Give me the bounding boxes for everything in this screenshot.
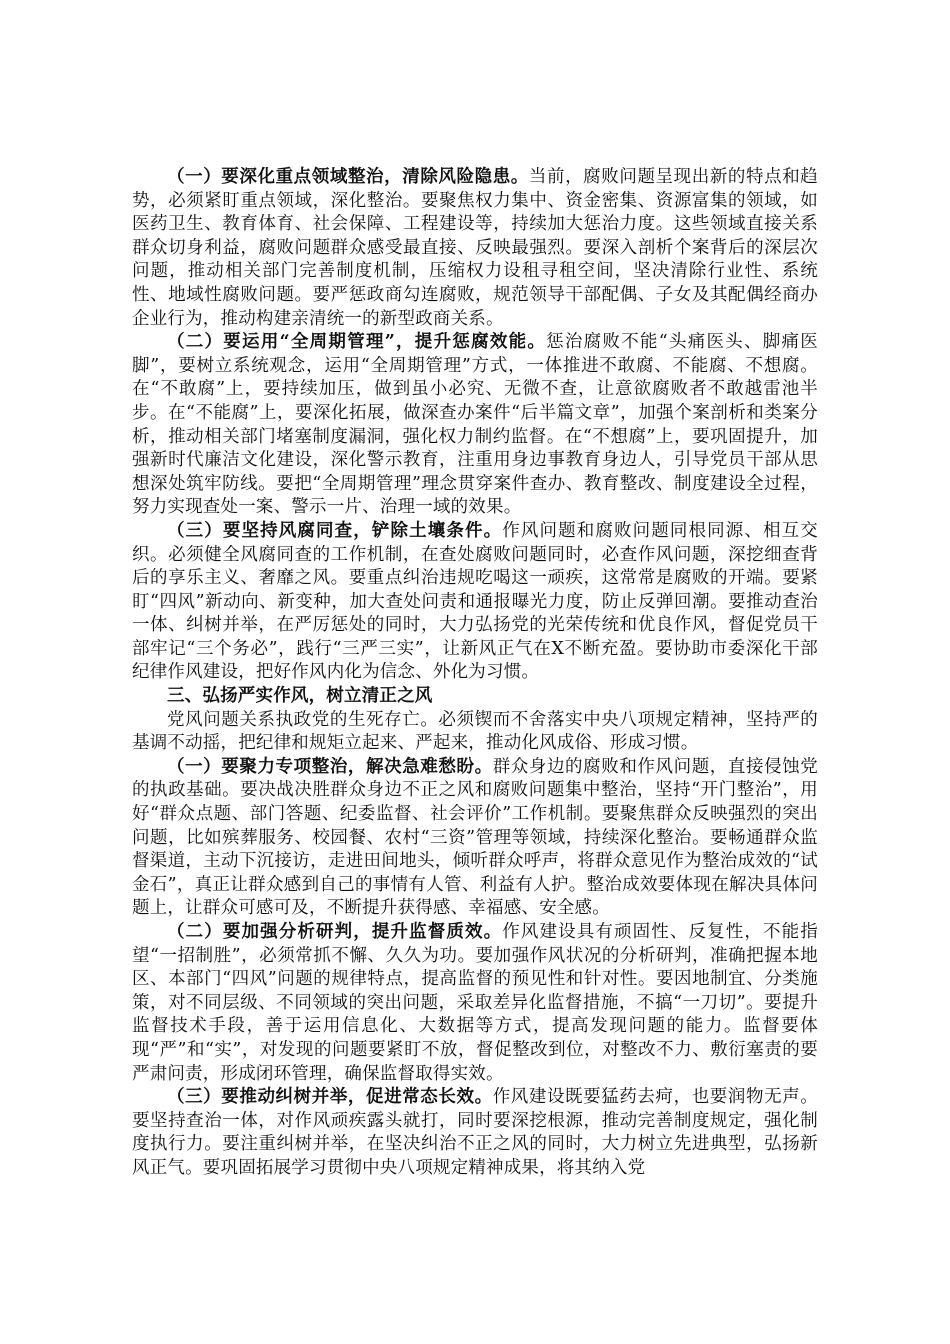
section-intro: 党风问题关系执政党的生死存亡。必须锲而不舍落实中央八项规定精神，坚持严的基调不动摇，把纪律和规矩立起来、严起来，推动化风成俗、形成习惯。 <box>132 709 818 754</box>
paragraph-full-cycle-management <box>132 331 818 520</box>
paragraph-lead: （二）要运用“全周期管理”，提升惩腐效能。 <box>167 332 547 353</box>
paragraph-analysis-supervision <box>132 921 818 1086</box>
paragraph-lead: （三）要坚持风腐同查，铲除土壤条件。 <box>167 520 503 541</box>
paragraph-correct-and-establish <box>132 1086 818 1180</box>
paragraph-joint-investigation <box>132 520 818 685</box>
paragraph-lead: （一）要深化重点领域整治，清除风险隐患。 <box>167 167 529 187</box>
paragraph-body: 作风问题和腐败问题同根同源、相互交织。必须健全风腐同查的工作机制，在查处腐败问题同时，必查作风问题，深挖细查背后的享乐主义、奢靡之风。要重点纠治违规吃喝这一顽疾，这常常是腐败的开端。要紧盯“四风”新动向、新变种，加大查处问责和通报曝光力度，防止反弹回潮。要推动查治一体、纠树并举，在严厉惩处的同时，大力弘扬党的光荣传统和优良作风，督促党员干部牢记“三个务必”，践行“三严三实”，让新风正气在X不断充盈。要协助市委深化干部纪律作风建设，把好作风内化为信念、外化为习惯。 <box>132 520 818 683</box>
paragraph-deepen-rectification <box>132 166 818 331</box>
paragraph-body: 惩治腐败不能“头痛医头、脚痛医脚”，要树立系统观念，运用“全周期管理”方式，一体推进不敢腐、不能腐、不想腐。在“不敢腐”上，要持续加压，做到虽小必究、无微不查，让意欲腐败者不敢越雷池半步。在“不能腐”上，要深化拓展，做深查办案件“后半篇文章”，加强个案剖析和类案分析，推动相关部门堵塞制度漏洞，强化权力制约监督。在“不想腐”上，要巩固提升，加强新时代廉洁文化建设，深化警示教育，注重用身边事教育身边人，引导党员干部从思想深处筑牢防线。要把“全周期管理”理念贯穿案件查办、教育整改、制度建设全过程，努力实现查处一案、警示一片、治理一域的效果。 <box>132 332 818 518</box>
section-heading: 三、弘扬严实作风，树立清正之风 <box>167 686 433 707</box>
paragraph-lead: （三）要推动纠树并举，促进常态长效。 <box>167 1087 493 1108</box>
paragraph-lead: （一）要聚力专项整治，解决急难愁盼。 <box>167 756 493 777</box>
paragraph-special-rectification <box>132 756 818 921</box>
paragraph-body: 作风建设既要猛药去疴，也要润物无声。要坚持查治一体，对作风顽疾露头就打，同时要深挖根源，推动完善制度规定，强化制度执行力。要注重纠树并举，在坚决纠治不正之风的同时，大力树立先进典型，弘扬新风正气。要巩固拓展学习贯彻中央八项规定精神成果，将其纳入党 <box>132 1087 818 1178</box>
paragraph-lead: （二）要加强分析研判，提升监督质效。 <box>167 922 503 942</box>
paragraph-body: 作风建设具有顽固性、反复性，不能指望“一招制胜”，必须常抓不懈、久久为功。要加强作风状况的分析研判，准确把握本地区、本部门“四风”问题的规律特点，提高监督的预见性和针对性。要因地制宜、分类施策，对不同层级、不同领域的突出问题，采取差异化监督措施，不搞“一刀切”。要提升监督技术手段，善于运用信息化、大数据等方式，提高发现问题的能力。监督要体现“严”和“实”，对发现的问题要紧盯不放，督促整改到位，对整改不力、敷衍塞责的要严肃问责，形成闭环管理，确保监督取得实效。 <box>132 922 818 1084</box>
paragraph-body: 群众身边的腐败和作风问题，直接侵蚀党的执政基础。要决战决胜群众身边不正之风和腐败问题集中整治，坚持“开门整治”，用好“群众点题、部门答题、纪委监督、社会评价”工作机制。要聚焦群众反映强烈的突出问题，比如殡葬服务、校园餐、农村“三资”管理等领域，持续深化整治。要畅通群众监督渠道，主动下沉接访，走进田间地头，倾听群众呼声，将群众意见作为整治成效的“试金石”，真正让群众感到自己的事情有人管、利益有人护。整治成效要体现在解决具体问题上，让群众可感可及，不断提升获得感、幸福感、安全感。 <box>132 756 818 919</box>
paragraph-body: 当前，腐败问题呈现出新的特点和趋势，必须紧盯重点领域，深化整治。要聚焦权力集中、资金密集、资源富集的领域，如医药卫生、教育体育、社会保障、工程建设等，持续加大惩治力度。这些领域直接关系群众切身利益，腐败问题群众感受最直接、反映最强烈。要深入剖析个案背后的深层次问题，推动相关部门完善制度机制，压缩权力设租寻租空间，坚决清除行业性、系统性、地域性腐败问题。要严惩政商勾连腐败，规范领导干部配偶、子女及其配偶经商办企业行为，推动构建亲清统一的新型政商关系。 <box>132 167 819 329</box>
